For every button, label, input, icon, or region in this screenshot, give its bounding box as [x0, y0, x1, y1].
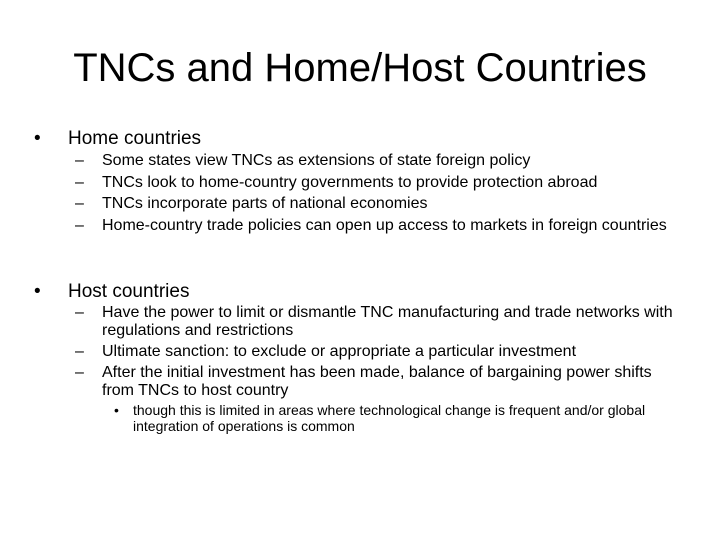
list-item-text: Ultimate sanction: to exclude or appropriate a particular investment	[102, 343, 577, 360]
dash-icon: –	[75, 174, 84, 191]
bullet-host-countries	[34, 280, 684, 303]
list-item	[75, 343, 675, 361]
list-item-text: Home-country trade policies can open up access to markets in foreign countries	[102, 217, 667, 234]
dash-icon: –	[75, 343, 84, 360]
section-heading: Home countries	[68, 128, 202, 149]
list-item	[75, 174, 675, 192]
list-item	[75, 152, 675, 170]
dash-icon: –	[75, 217, 84, 234]
dash-icon: –	[75, 152, 84, 169]
sub-list-item	[114, 402, 684, 434]
section-heading: Host countries	[68, 281, 190, 302]
list-item-text: After the initial investment has been made, balance of bargaining power shifts from TNCs to host country	[102, 364, 652, 399]
bullet-home-countries	[34, 127, 684, 150]
list-item	[75, 364, 675, 400]
list-item-text: Have the power to limit or dismantle TNC manufacturing and trade networks with regulations and restrictions	[102, 304, 673, 339]
list-item	[75, 304, 675, 340]
list-item	[75, 217, 675, 235]
bullet-icon: •	[114, 402, 119, 418]
bullet-icon: •	[34, 128, 41, 149]
bullet-icon: •	[34, 281, 41, 302]
list-item-text: TNCs look to home-country governments to provide protection abroad	[102, 174, 598, 191]
dash-icon: –	[75, 364, 84, 381]
dash-icon: –	[75, 195, 84, 212]
slide-title: TNCs and Home/Host Countries	[73, 46, 647, 90]
list-item	[75, 195, 675, 213]
list-item-text: Some states view TNCs as extensions of state foreign policy	[102, 152, 531, 169]
dash-icon: –	[75, 304, 84, 321]
sub-list-item-text: though this is limited in areas where technological change is frequent and/or global integration of operations is common	[133, 402, 646, 434]
list-item-text: TNCs incorporate parts of national economies	[102, 195, 428, 212]
